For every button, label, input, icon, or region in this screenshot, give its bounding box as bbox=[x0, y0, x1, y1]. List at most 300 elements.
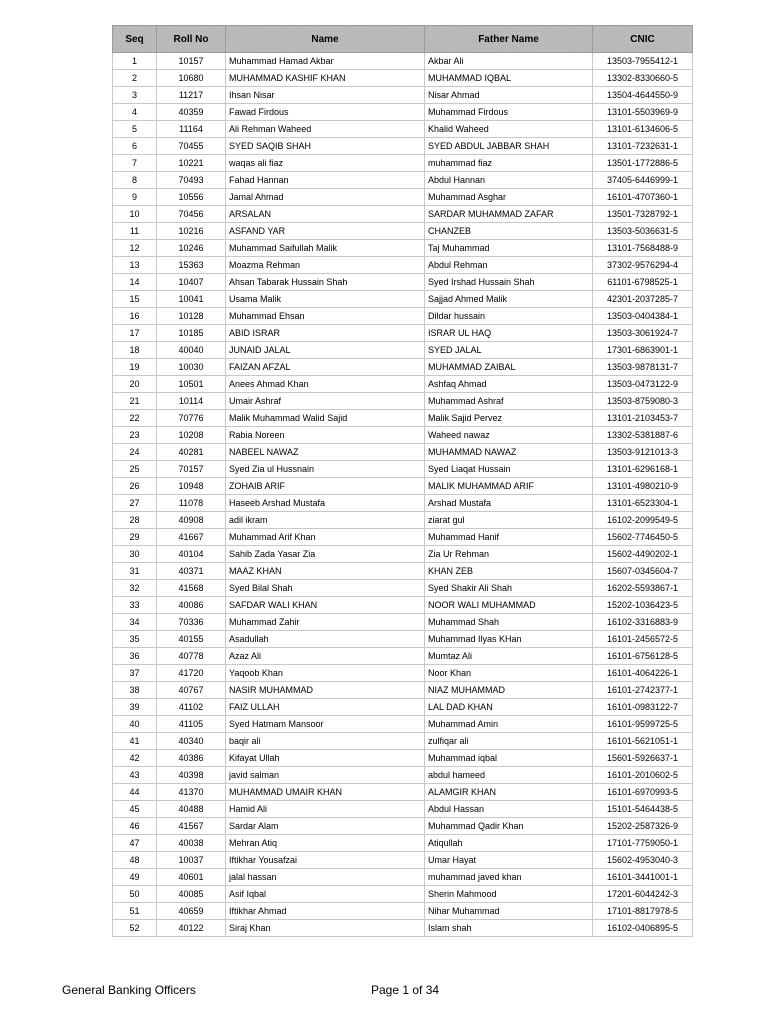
cell-roll-no: 10185 bbox=[157, 325, 226, 342]
cell-father-name: Dildar hussain bbox=[425, 308, 593, 325]
cell-seq: 24 bbox=[113, 444, 157, 461]
cell-roll-no: 41105 bbox=[157, 716, 226, 733]
table-row bbox=[113, 920, 693, 937]
cell-name: Azaz Ali bbox=[226, 648, 425, 665]
cell-roll-no: 10128 bbox=[157, 308, 226, 325]
cell-roll-no: 15363 bbox=[157, 257, 226, 274]
table-row bbox=[113, 308, 693, 325]
table-row bbox=[113, 325, 693, 342]
cell-father-name: Nihar Muhammad bbox=[425, 903, 593, 920]
cell-cnic: 13503-5036631-5 bbox=[593, 223, 693, 240]
cell-father-name: abdul hameed bbox=[425, 767, 593, 784]
cell-roll-no: 40398 bbox=[157, 767, 226, 784]
table-row bbox=[113, 750, 693, 767]
header-roll-no: Roll No bbox=[157, 26, 226, 53]
cell-roll-no: 41370 bbox=[157, 784, 226, 801]
cell-name: Anees Ahmad Khan bbox=[226, 376, 425, 393]
cell-roll-no: 40155 bbox=[157, 631, 226, 648]
header-name: Name bbox=[226, 26, 425, 53]
cell-cnic: 15601-5926637-1 bbox=[593, 750, 693, 767]
cell-seq: 23 bbox=[113, 427, 157, 444]
cell-roll-no: 40488 bbox=[157, 801, 226, 818]
cell-roll-no: 11164 bbox=[157, 121, 226, 138]
cell-father-name: Muhammad Asghar bbox=[425, 189, 593, 206]
cell-roll-no: 41102 bbox=[157, 699, 226, 716]
cell-name: Iftikhar Ahmad bbox=[226, 903, 425, 920]
cell-seq: 51 bbox=[113, 903, 157, 920]
cell-cnic: 16101-2742377-1 bbox=[593, 682, 693, 699]
cell-name: Syed Hatmam Mansoor bbox=[226, 716, 425, 733]
cell-roll-no: 70455 bbox=[157, 138, 226, 155]
cell-name: Muhammad Hamad Akbar bbox=[226, 53, 425, 70]
cell-name: Umair Ashraf bbox=[226, 393, 425, 410]
cell-roll-no: 40038 bbox=[157, 835, 226, 852]
cell-cnic: 15101-5464438-5 bbox=[593, 801, 693, 818]
cell-seq: 29 bbox=[113, 529, 157, 546]
table-row bbox=[113, 189, 693, 206]
cell-father-name: SARDAR MUHAMMAD ZAFAR bbox=[425, 206, 593, 223]
cell-seq: 1 bbox=[113, 53, 157, 70]
cell-name: SYED SAQIB SHAH bbox=[226, 138, 425, 155]
cell-roll-no: 10680 bbox=[157, 70, 226, 87]
table-row bbox=[113, 767, 693, 784]
cell-roll-no: 10407 bbox=[157, 274, 226, 291]
cell-roll-no: 40281 bbox=[157, 444, 226, 461]
cell-seq: 30 bbox=[113, 546, 157, 563]
table-row bbox=[113, 70, 693, 87]
cell-father-name: Muhammad Ashraf bbox=[425, 393, 593, 410]
table-row bbox=[113, 495, 693, 512]
table-row bbox=[113, 835, 693, 852]
cell-cnic: 13503-9121013-3 bbox=[593, 444, 693, 461]
cell-father-name: muhammad javed khan bbox=[425, 869, 593, 886]
cell-name: Mehran Atiq bbox=[226, 835, 425, 852]
cell-roll-no: 11217 bbox=[157, 87, 226, 104]
table-row bbox=[113, 121, 693, 138]
cell-seq: 52 bbox=[113, 920, 157, 937]
cell-seq: 10 bbox=[113, 206, 157, 223]
cell-roll-no: 10501 bbox=[157, 376, 226, 393]
cell-father-name: Muhammad Firdous bbox=[425, 104, 593, 121]
cell-name: Muhammad Ehsan bbox=[226, 308, 425, 325]
cell-seq: 16 bbox=[113, 308, 157, 325]
cell-seq: 32 bbox=[113, 580, 157, 597]
cell-name: Sardar Alam bbox=[226, 818, 425, 835]
cell-seq: 48 bbox=[113, 852, 157, 869]
cell-father-name: Muhammad Amin bbox=[425, 716, 593, 733]
cell-cnic: 13501-7328792-1 bbox=[593, 206, 693, 223]
cell-cnic: 16101-3441001-1 bbox=[593, 869, 693, 886]
cell-father-name: muhammad fiaz bbox=[425, 155, 593, 172]
cell-name: Jamal Ahmad bbox=[226, 189, 425, 206]
cell-cnic: 15602-4953040-3 bbox=[593, 852, 693, 869]
cell-seq: 19 bbox=[113, 359, 157, 376]
cell-cnic: 16101-4064226-1 bbox=[593, 665, 693, 682]
cell-name: NASIR MUHAMMAD bbox=[226, 682, 425, 699]
cell-roll-no: 10041 bbox=[157, 291, 226, 308]
cell-roll-no: 70336 bbox=[157, 614, 226, 631]
cell-father-name: Sajjad Ahmed Malik bbox=[425, 291, 593, 308]
cell-roll-no: 41720 bbox=[157, 665, 226, 682]
cell-name: Muhammad Zahir bbox=[226, 614, 425, 631]
cell-seq: 14 bbox=[113, 274, 157, 291]
cell-roll-no: 40908 bbox=[157, 512, 226, 529]
cell-father-name: Abdul Hassan bbox=[425, 801, 593, 818]
cell-father-name: SYED ABDUL JABBAR SHAH bbox=[425, 138, 593, 155]
table-row bbox=[113, 512, 693, 529]
cell-seq: 37 bbox=[113, 665, 157, 682]
cell-seq: 17 bbox=[113, 325, 157, 342]
header-cnic: CNIC bbox=[593, 26, 693, 53]
table-row bbox=[113, 818, 693, 835]
cell-roll-no: 41567 bbox=[157, 818, 226, 835]
cell-roll-no: 10556 bbox=[157, 189, 226, 206]
cell-roll-no: 40340 bbox=[157, 733, 226, 750]
cell-cnic: 13302-8330660-5 bbox=[593, 70, 693, 87]
table-row bbox=[113, 240, 693, 257]
cell-father-name: Sherin Mahmood bbox=[425, 886, 593, 903]
cell-name: Muhammad Arif Khan bbox=[226, 529, 425, 546]
cell-father-name: Noor Khan bbox=[425, 665, 593, 682]
cell-roll-no: 10246 bbox=[157, 240, 226, 257]
cell-cnic: 17101-7759050-1 bbox=[593, 835, 693, 852]
cell-roll-no: 40371 bbox=[157, 563, 226, 580]
cell-father-name: Muhammad iqbal bbox=[425, 750, 593, 767]
footer-title: General Banking Officers bbox=[62, 983, 196, 997]
table-row bbox=[113, 155, 693, 172]
cell-name: Hamid Ali bbox=[226, 801, 425, 818]
cell-father-name: KHAN ZEB bbox=[425, 563, 593, 580]
cell-father-name: Malik Sajid Pervez bbox=[425, 410, 593, 427]
cell-name: MAAZ KHAN bbox=[226, 563, 425, 580]
table-row bbox=[113, 444, 693, 461]
cell-cnic: 16101-9599725-5 bbox=[593, 716, 693, 733]
table-row bbox=[113, 665, 693, 682]
cell-name: Syed Zia ul Hussnain bbox=[226, 461, 425, 478]
cell-seq: 42 bbox=[113, 750, 157, 767]
table-row bbox=[113, 886, 693, 903]
table-row bbox=[113, 257, 693, 274]
cell-seq: 46 bbox=[113, 818, 157, 835]
cell-father-name: MUHAMMAD NAWAZ bbox=[425, 444, 593, 461]
cell-father-name: Zia Ur Rehman bbox=[425, 546, 593, 563]
cell-roll-no: 10114 bbox=[157, 393, 226, 410]
cell-roll-no: 10208 bbox=[157, 427, 226, 444]
cell-seq: 28 bbox=[113, 512, 157, 529]
cell-name: Malik Muhammad Walid Sajid bbox=[226, 410, 425, 427]
cell-name: ZOHAIB ARIF bbox=[226, 478, 425, 495]
cell-roll-no: 10216 bbox=[157, 223, 226, 240]
cell-seq: 8 bbox=[113, 172, 157, 189]
table-row bbox=[113, 869, 693, 886]
table-row bbox=[113, 546, 693, 563]
cell-name: Asadullah bbox=[226, 631, 425, 648]
cell-roll-no: 40122 bbox=[157, 920, 226, 937]
cell-cnic: 13503-3061924-7 bbox=[593, 325, 693, 342]
cell-father-name: ziarat gul bbox=[425, 512, 593, 529]
cell-seq: 40 bbox=[113, 716, 157, 733]
cell-seq: 50 bbox=[113, 886, 157, 903]
cell-name: waqas ali fiaz bbox=[226, 155, 425, 172]
table-row bbox=[113, 903, 693, 920]
cell-father-name: MUHAMMAD ZAIBAL bbox=[425, 359, 593, 376]
table-row bbox=[113, 733, 693, 750]
cell-father-name: Syed Irshad Hussain Shah bbox=[425, 274, 593, 291]
table-row bbox=[113, 427, 693, 444]
table-row bbox=[113, 138, 693, 155]
cell-roll-no: 40386 bbox=[157, 750, 226, 767]
table-row bbox=[113, 614, 693, 631]
cell-name: JUNAID JALAL bbox=[226, 342, 425, 359]
cell-name: Usama Malik bbox=[226, 291, 425, 308]
cell-seq: 9 bbox=[113, 189, 157, 206]
table-row bbox=[113, 342, 693, 359]
cell-roll-no: 10221 bbox=[157, 155, 226, 172]
cell-father-name: ALAMGIR KHAN bbox=[425, 784, 593, 801]
table-row bbox=[113, 563, 693, 580]
header-seq: Seq bbox=[113, 26, 157, 53]
page-number: Page 1 of 34 bbox=[371, 983, 440, 997]
cell-father-name: zulfiqar ali bbox=[425, 733, 593, 750]
table-row bbox=[113, 376, 693, 393]
cell-father-name: Syed Liaqat Hussain bbox=[425, 461, 593, 478]
cell-name: FAIZ ULLAH bbox=[226, 699, 425, 716]
cell-roll-no: 40359 bbox=[157, 104, 226, 121]
cell-seq: 15 bbox=[113, 291, 157, 308]
table-row bbox=[113, 291, 693, 308]
cell-father-name: Umar Hayat bbox=[425, 852, 593, 869]
cell-roll-no: 41568 bbox=[157, 580, 226, 597]
cell-name: Sahib Zada Yasar Zia bbox=[226, 546, 425, 563]
cell-seq: 22 bbox=[113, 410, 157, 427]
cell-father-name: Atiqullah bbox=[425, 835, 593, 852]
cell-seq: 4 bbox=[113, 104, 157, 121]
table-row bbox=[113, 104, 693, 121]
cell-seq: 49 bbox=[113, 869, 157, 886]
cell-name: Asif Iqbal bbox=[226, 886, 425, 903]
cell-name: FAIZAN AFZAL bbox=[226, 359, 425, 376]
cell-name: Fahad Hannan bbox=[226, 172, 425, 189]
cell-seq: 6 bbox=[113, 138, 157, 155]
table-row bbox=[113, 478, 693, 495]
cell-father-name: Akbar Ali bbox=[425, 53, 593, 70]
cell-father-name: Mumtaz Ali bbox=[425, 648, 593, 665]
cell-cnic: 37302-9576294-4 bbox=[593, 257, 693, 274]
cell-seq: 3 bbox=[113, 87, 157, 104]
cell-seq: 33 bbox=[113, 597, 157, 614]
cell-father-name: SYED JALAL bbox=[425, 342, 593, 359]
table-row bbox=[113, 597, 693, 614]
cell-name: Moazma Rehman bbox=[226, 257, 425, 274]
cell-father-name: MUHAMMAD IQBAL bbox=[425, 70, 593, 87]
cell-cnic: 16101-4707360-1 bbox=[593, 189, 693, 206]
cell-seq: 47 bbox=[113, 835, 157, 852]
cell-seq: 34 bbox=[113, 614, 157, 631]
cell-father-name: Syed Shakir Ali Shah bbox=[425, 580, 593, 597]
cell-name: Rabia Noreen bbox=[226, 427, 425, 444]
cell-seq: 20 bbox=[113, 376, 157, 393]
cell-name: Kifayat Ullah bbox=[226, 750, 425, 767]
cell-father-name: Muhammad Qadir Khan bbox=[425, 818, 593, 835]
cell-father-name: Muhammad Hanif bbox=[425, 529, 593, 546]
cell-cnic: 16101-6756128-5 bbox=[593, 648, 693, 665]
cell-cnic: 13503-0473122-9 bbox=[593, 376, 693, 393]
table-row bbox=[113, 529, 693, 546]
cell-roll-no: 70493 bbox=[157, 172, 226, 189]
cell-name: baqir ali bbox=[226, 733, 425, 750]
table-body bbox=[113, 53, 693, 937]
table-row bbox=[113, 410, 693, 427]
cell-father-name: Nisar Ahmad bbox=[425, 87, 593, 104]
cell-roll-no: 40085 bbox=[157, 886, 226, 903]
cell-father-name: Islam shah bbox=[425, 920, 593, 937]
cell-cnic: 13503-8759080-3 bbox=[593, 393, 693, 410]
cell-father-name: Muhammad Shah bbox=[425, 614, 593, 631]
cell-seq: 18 bbox=[113, 342, 157, 359]
cell-name: adil ikram bbox=[226, 512, 425, 529]
cell-name: MUHAMMAD KASHIF KHAN bbox=[226, 70, 425, 87]
cell-cnic: 16202-5593867-1 bbox=[593, 580, 693, 597]
table-header-row bbox=[113, 26, 693, 53]
cell-cnic: 15602-7746450-5 bbox=[593, 529, 693, 546]
table-row bbox=[113, 716, 693, 733]
table-row bbox=[113, 53, 693, 70]
cell-father-name: Muhammad Ilyas KHan bbox=[425, 631, 593, 648]
cell-father-name: Abdul Hannan bbox=[425, 172, 593, 189]
cell-roll-no: 40767 bbox=[157, 682, 226, 699]
cell-name: Ali Rehman Waheed bbox=[226, 121, 425, 138]
cell-father-name: Waheed nawaz bbox=[425, 427, 593, 444]
cell-seq: 44 bbox=[113, 784, 157, 801]
cell-cnic: 13101-2103453-7 bbox=[593, 410, 693, 427]
cell-name: Iftikhar Yousafzai bbox=[226, 852, 425, 869]
cell-name: jalal hassan bbox=[226, 869, 425, 886]
cell-roll-no: 10157 bbox=[157, 53, 226, 70]
cell-seq: 39 bbox=[113, 699, 157, 716]
table-row bbox=[113, 223, 693, 240]
cell-seq: 43 bbox=[113, 767, 157, 784]
cell-father-name: Taj Muhammad bbox=[425, 240, 593, 257]
table-row bbox=[113, 274, 693, 291]
cell-seq: 45 bbox=[113, 801, 157, 818]
cell-roll-no: 40104 bbox=[157, 546, 226, 563]
cell-seq: 13 bbox=[113, 257, 157, 274]
cell-roll-no: 10037 bbox=[157, 852, 226, 869]
cell-cnic: 15607-0345604-7 bbox=[593, 563, 693, 580]
cell-seq: 41 bbox=[113, 733, 157, 750]
cell-name: Ahsan Tabarak Hussain Shah bbox=[226, 274, 425, 291]
table-row bbox=[113, 682, 693, 699]
candidate-table bbox=[112, 25, 693, 937]
cell-cnic: 17101-8817978-5 bbox=[593, 903, 693, 920]
cell-father-name: CHANZEB bbox=[425, 223, 593, 240]
cell-seq: 31 bbox=[113, 563, 157, 580]
cell-cnic: 16101-0983122-7 bbox=[593, 699, 693, 716]
table-row bbox=[113, 393, 693, 410]
cell-roll-no: 40601 bbox=[157, 869, 226, 886]
cell-seq: 25 bbox=[113, 461, 157, 478]
cell-seq: 27 bbox=[113, 495, 157, 512]
table-row bbox=[113, 206, 693, 223]
cell-cnic: 37405-6446999-1 bbox=[593, 172, 693, 189]
cell-cnic: 16102-3316883-9 bbox=[593, 614, 693, 631]
cell-roll-no: 10948 bbox=[157, 478, 226, 495]
cell-seq: 11 bbox=[113, 223, 157, 240]
cell-cnic: 13101-7568488-9 bbox=[593, 240, 693, 257]
table-row bbox=[113, 461, 693, 478]
cell-cnic: 13101-7232631-1 bbox=[593, 138, 693, 155]
cell-father-name: Abdul Rehman bbox=[425, 257, 593, 274]
cell-father-name: Arshad Mustafa bbox=[425, 495, 593, 512]
cell-cnic: 13503-9878131-7 bbox=[593, 359, 693, 376]
cell-cnic: 13302-5381887-6 bbox=[593, 427, 693, 444]
cell-roll-no: 40659 bbox=[157, 903, 226, 920]
cell-name: javid salman bbox=[226, 767, 425, 784]
cell-cnic: 13101-6134606-5 bbox=[593, 121, 693, 138]
table-row bbox=[113, 172, 693, 189]
cell-father-name: NOOR WALI MUHAMMAD bbox=[425, 597, 593, 614]
cell-name: SAFDAR WALI KHAN bbox=[226, 597, 425, 614]
cell-seq: 12 bbox=[113, 240, 157, 257]
cell-father-name: MALIK MUHAMMAD ARIF bbox=[425, 478, 593, 495]
cell-cnic: 13101-4980210-9 bbox=[593, 478, 693, 495]
cell-cnic: 16102-0406895-5 bbox=[593, 920, 693, 937]
cell-cnic: 17301-6863901-1 bbox=[593, 342, 693, 359]
cell-seq: 21 bbox=[113, 393, 157, 410]
cell-father-name: Ashfaq Ahmad bbox=[425, 376, 593, 393]
cell-seq: 38 bbox=[113, 682, 157, 699]
table-row bbox=[113, 359, 693, 376]
cell-name: Fawad Firdous bbox=[226, 104, 425, 121]
cell-cnic: 16101-2010602-5 bbox=[593, 767, 693, 784]
cell-cnic: 13503-7955412-1 bbox=[593, 53, 693, 70]
cell-roll-no: 70456 bbox=[157, 206, 226, 223]
cell-cnic: 13504-4644550-9 bbox=[593, 87, 693, 104]
cell-name: ASFAND YAR bbox=[226, 223, 425, 240]
cell-cnic: 13503-0404384-1 bbox=[593, 308, 693, 325]
cell-roll-no: 40086 bbox=[157, 597, 226, 614]
cell-roll-no: 10030 bbox=[157, 359, 226, 376]
table-row bbox=[113, 580, 693, 597]
cell-cnic: 15202-1036423-5 bbox=[593, 597, 693, 614]
cell-name: Syed Bilal Shah bbox=[226, 580, 425, 597]
cell-cnic: 42301-2037285-7 bbox=[593, 291, 693, 308]
cell-seq: 36 bbox=[113, 648, 157, 665]
cell-father-name: NIAZ MUHAMMAD bbox=[425, 682, 593, 699]
table-row bbox=[113, 648, 693, 665]
cell-father-name: Khalid Waheed bbox=[425, 121, 593, 138]
table-row bbox=[113, 699, 693, 716]
cell-name: ABID ISRAR bbox=[226, 325, 425, 342]
cell-seq: 26 bbox=[113, 478, 157, 495]
cell-roll-no: 40778 bbox=[157, 648, 226, 665]
cell-roll-no: 11078 bbox=[157, 495, 226, 512]
table-row bbox=[113, 852, 693, 869]
table-row bbox=[113, 784, 693, 801]
cell-cnic: 13101-5503969-9 bbox=[593, 104, 693, 121]
cell-name: Muhammad Saifullah Malik bbox=[226, 240, 425, 257]
cell-cnic: 16101-2456572-5 bbox=[593, 631, 693, 648]
cell-cnic: 13501-1772886-5 bbox=[593, 155, 693, 172]
cell-roll-no: 70776 bbox=[157, 410, 226, 427]
cell-name: ARSALAN bbox=[226, 206, 425, 223]
cell-seq: 7 bbox=[113, 155, 157, 172]
cell-seq: 35 bbox=[113, 631, 157, 648]
cell-name: MUHAMMAD UMAIR KHAN bbox=[226, 784, 425, 801]
cell-cnic: 17201-6044242-3 bbox=[593, 886, 693, 903]
cell-name: NABEEL NAWAZ bbox=[226, 444, 425, 461]
table-row bbox=[113, 631, 693, 648]
